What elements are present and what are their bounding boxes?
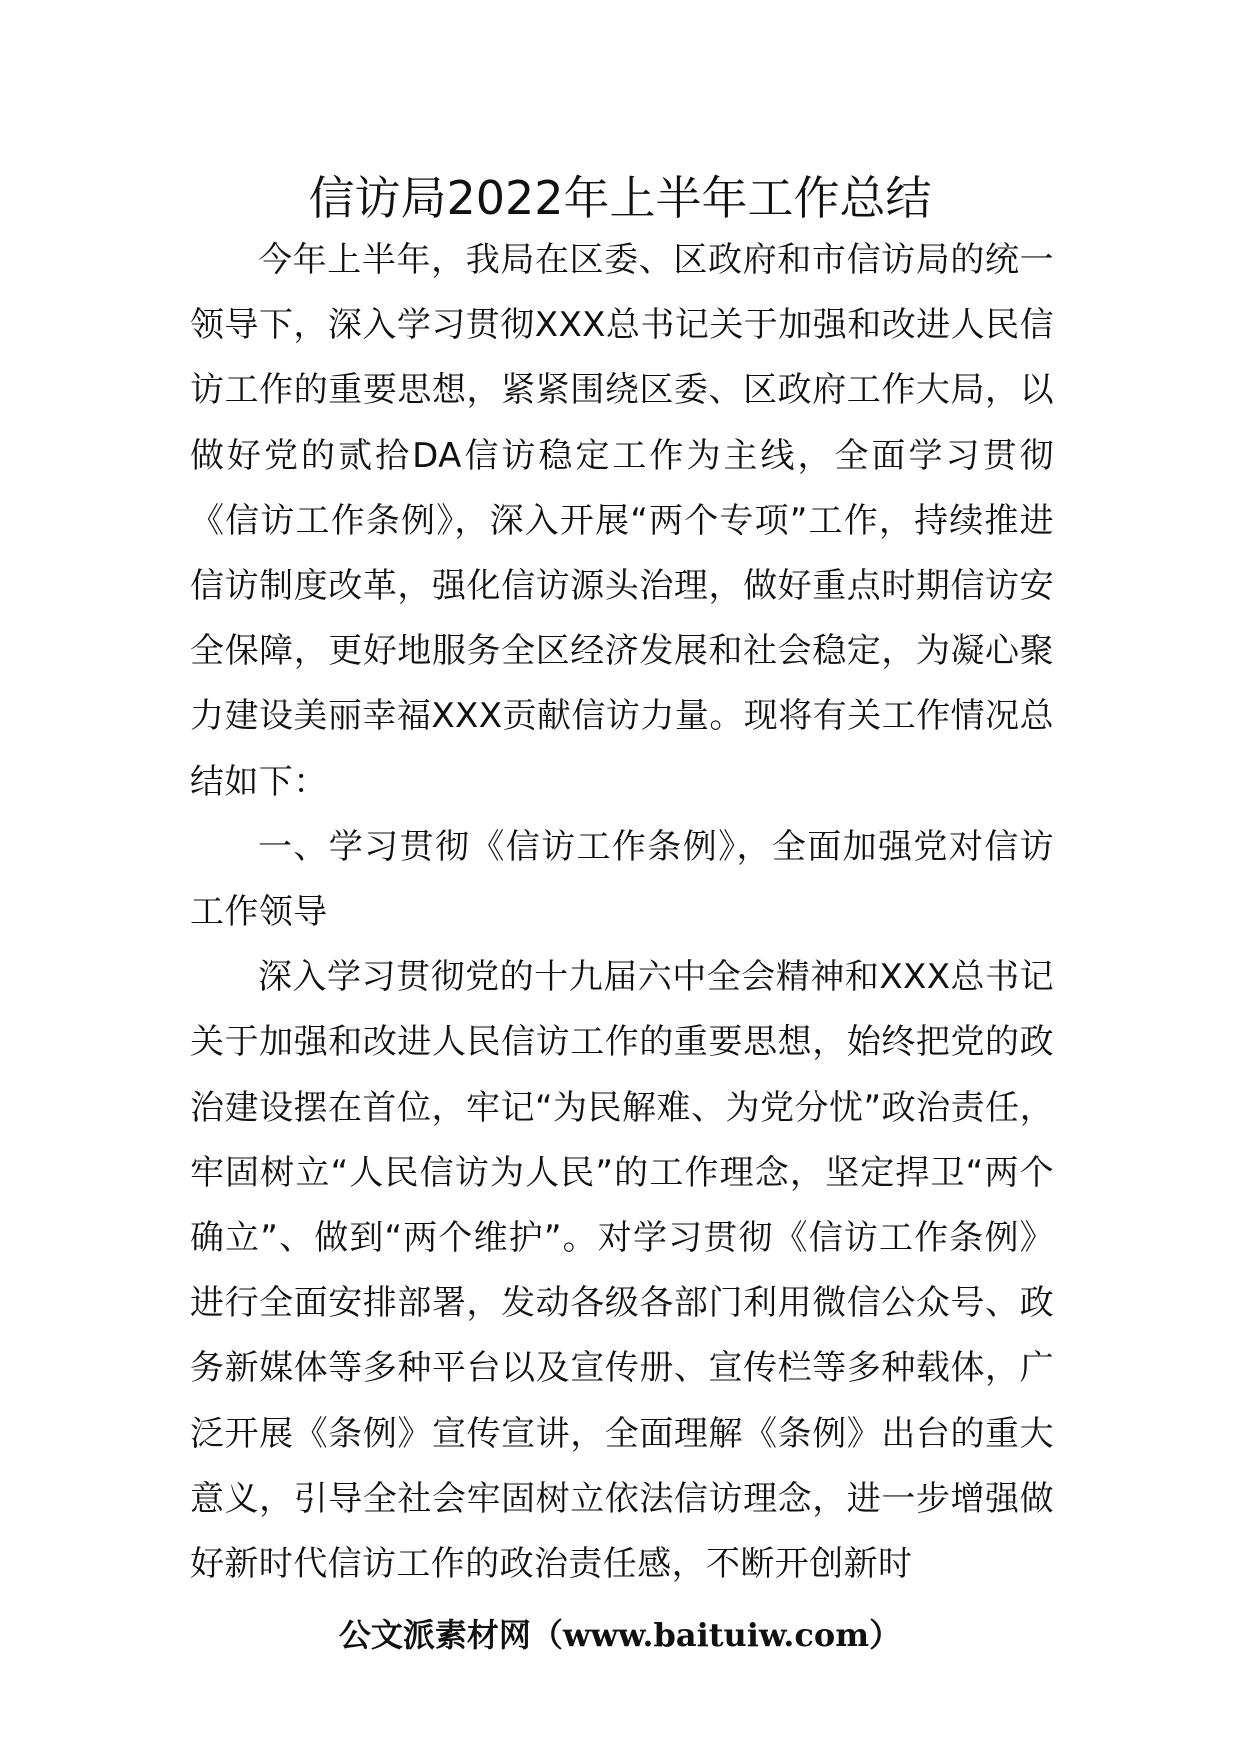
document-body (190, 228, 1054, 1597)
section-heading-1: 一、学习贯彻《信访工作条例》，全面加强党对信访工作领导 (190, 826, 1054, 933)
footer-watermark: 公文派素材网（www.baituiw.com） (338, 1616, 902, 1654)
document-title: 信访局2022年上半年工作总结 (308, 171, 932, 225)
section-1-paragraph: 深入学习贯彻党的十九届六中全会精神和XXX总书记关于加强和改进人民信访工作的重要思想，始终把党的政治建设摆在首位，牢记“为民解难、为党分忧”政治责任，牢固树立“人民信访为人民”的工作理念，坚定捍卫“两个确立”、做到“两个维护”。对学习贯彻《信访工作条例》进行全面安排部署，发动各级各部门利用微信公众号、政务新媒体等多种平台以及宣传册、宣传栏等多种载体，广泛开展《条例》宣传宣讲，全面理解《条例》出台的重大意义，引导全社会牢固树立依法信访理念，进一步增强做好新时代信访工作的政治责任感，不断开创新时 (190, 957, 1054, 1585)
intro-paragraph: 今年上半年，我局在区委、区政府和市信访局的统一领导下，深入学习贯彻XXX总书记关于加强和改进人民信访工作的重要思想，紧紧围绕区委、区政府工作大局，以做好党的贰拾DA信访稳定工作为主线，全面学习贯彻《信访工作条例》，深入开展“两个专项”工作，持续推进信访制度改革，强化信访源头治理，做好重点时期信访安全保障，更好地服务全区经济发展和社会稳定，为凝心聚力建设美丽幸福XXX贡献信访力量。现将有关工作情况总结如下： (190, 240, 1054, 802)
